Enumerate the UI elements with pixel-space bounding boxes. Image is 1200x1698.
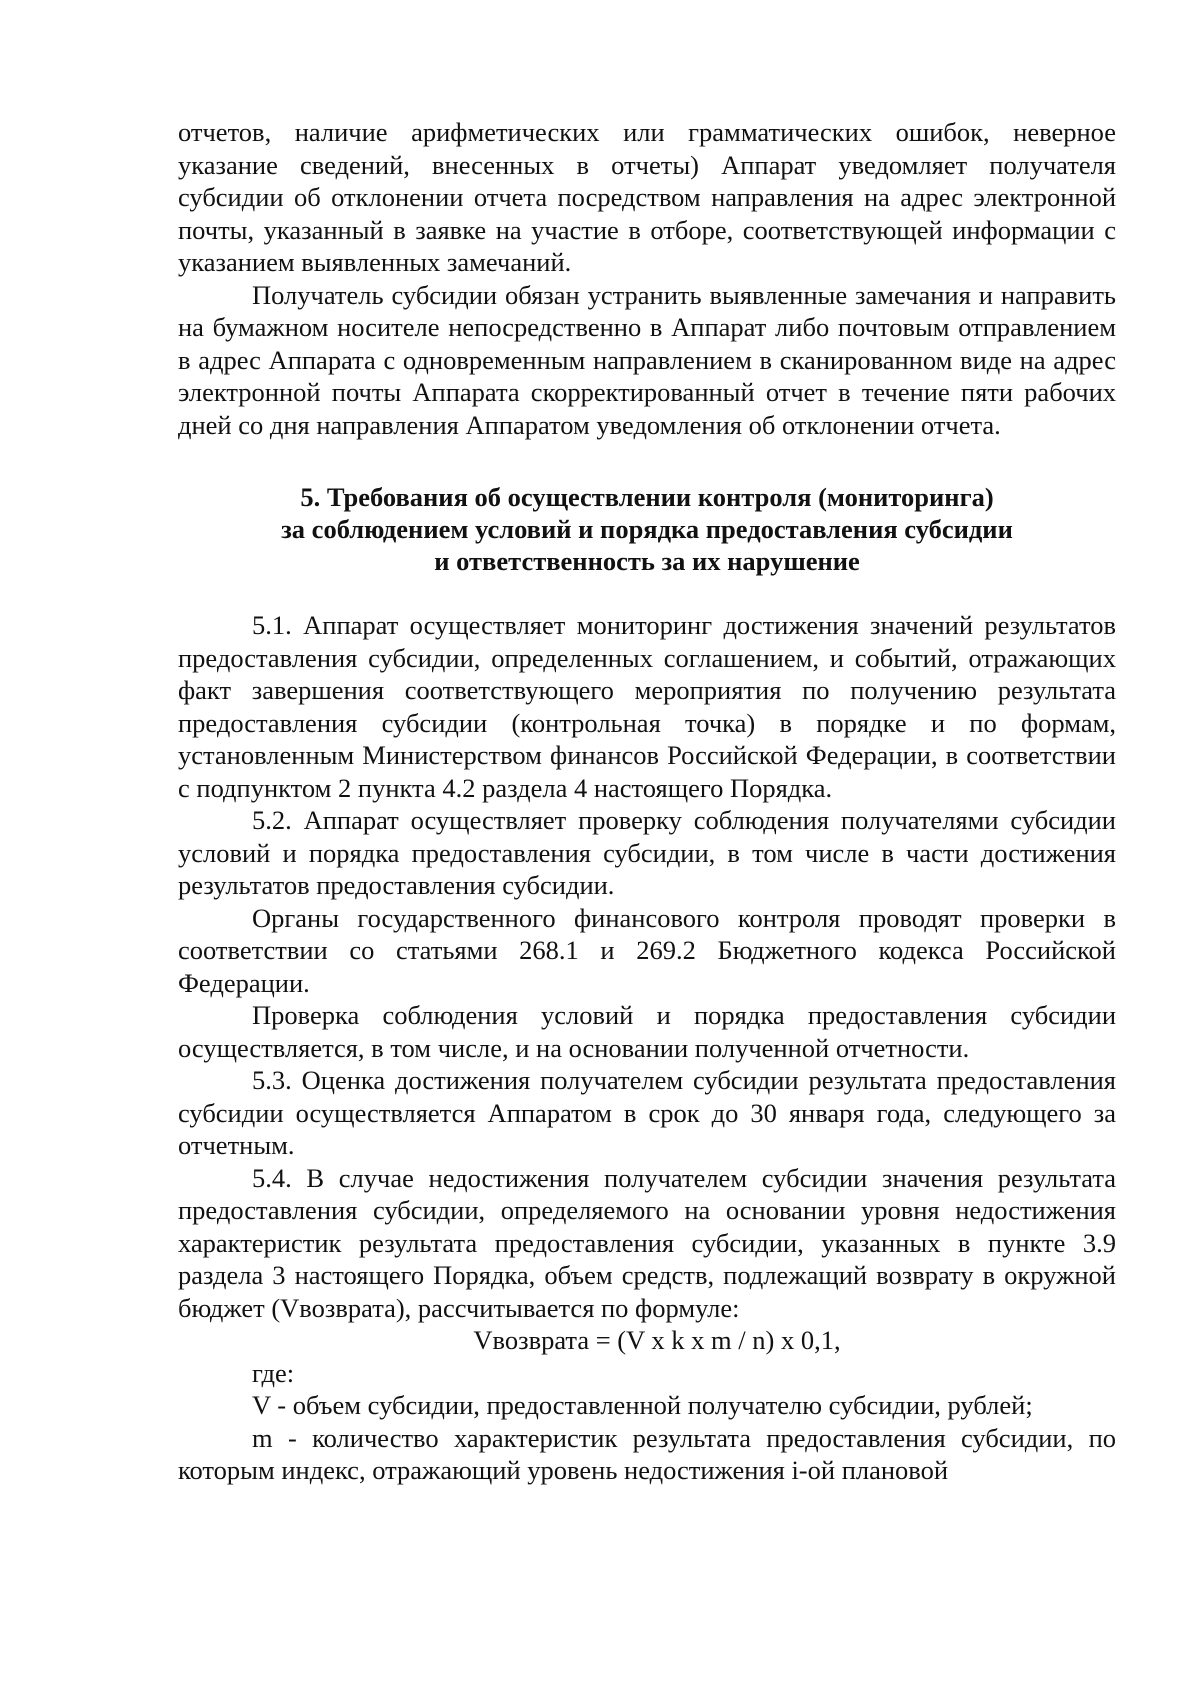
- formula: Vвозврата = (V x k x m / n) x 0,1,: [473, 1325, 841, 1355]
- document-page: [178, 116, 1116, 1487]
- paragraph: Органы государственного финансового контроля проводят проверки в соответствии со статьями 268.1 и 269.2 Бюджетного кодекса Российской Федерации.: [178, 902, 1116, 998]
- section-heading-line: 5. Требования об осуществлении контроля (мониторинга): [300, 482, 994, 512]
- where-label: где:: [252, 1357, 295, 1388]
- paragraph-5-4: 5.4. В случае недостижения получателем субсидии значения результата предоставления субсидии, определяемого на основании уровня недостижения характеристик результата предоставления субсидии, указанных в пункте 3.9 раздела 3 настоящего Порядка, объем средств, подлежащий возврату в окружной бюджет (Vвозврата), рассчитывается по формуле:: [178, 1162, 1116, 1323]
- paragraph-5-1: 5.1. Аппарат осуществляет мониторинг достижения значений результатов предоставления субсидии, определенных соглашением, и событий, отражающих факт завершения соответствующего мероприятия по получению результата предоставления субсидии (контрольная точка) в порядке и по формам, установленным Министерством финансов Российской Федерации, в соответствии с подпунктом 2 пункта 4.2 раздела 4 настоящего Порядка.: [178, 610, 1116, 803]
- section-heading-line: и ответственность за их нарушение: [434, 546, 860, 576]
- paragraph: отчетов, наличие арифметических или грамматических ошибок, неверное указание сведений, внесенных в отчеты) Аппарат уведомляет получателя субсидии об отклонении отчета посредством направления на адрес электронной почты, указанный в заявке на участие в отборе, соответствующей информации с указанием выявленных замечаний.: [178, 117, 1116, 277]
- paragraph-5-3: 5.3. Оценка достижения получателем субсидии результата предоставления субсидии осуществляется Аппаратом в срок до 30 января года, следующего за отчетным.: [178, 1065, 1116, 1160]
- definition-v: V - объем субсидии, предоставленной получателю субсидии, рублей;: [252, 1390, 1033, 1420]
- paragraph: Получатель субсидии обязан устранить выявленные замечания и направить на бумажном носителе непосредственно в Аппарат либо почтовым отправлением в адрес Аппарата с одновременным направлением в сканированном виде на адрес электронной почты Аппарата скорректированный отчет в течение пяти рабочих дней со дня направления Аппаратом уведомления об отклонении отчета.: [178, 279, 1116, 440]
- definition-m: m - количество характеристик результата предоставления субсидии, по которым индекс, отражающий уровень недостижения i-ой плановой: [178, 1422, 1116, 1485]
- section-heading: [178, 481, 1116, 577]
- paragraph-5-2: 5.2. Аппарат осуществляет проверку соблюдения получателями субсидии условий и порядка предоставления субсидии, в том числе в части достижения результатов предоставления субсидии.: [178, 805, 1116, 900]
- section-heading-line: за соблюдением условий и порядка предоставления субсидии: [281, 514, 1013, 544]
- paragraph: Проверка соблюдения условий и порядка предоставления субсидии осуществляется, в том числе, и на основании полученной отчетности.: [178, 1000, 1116, 1063]
